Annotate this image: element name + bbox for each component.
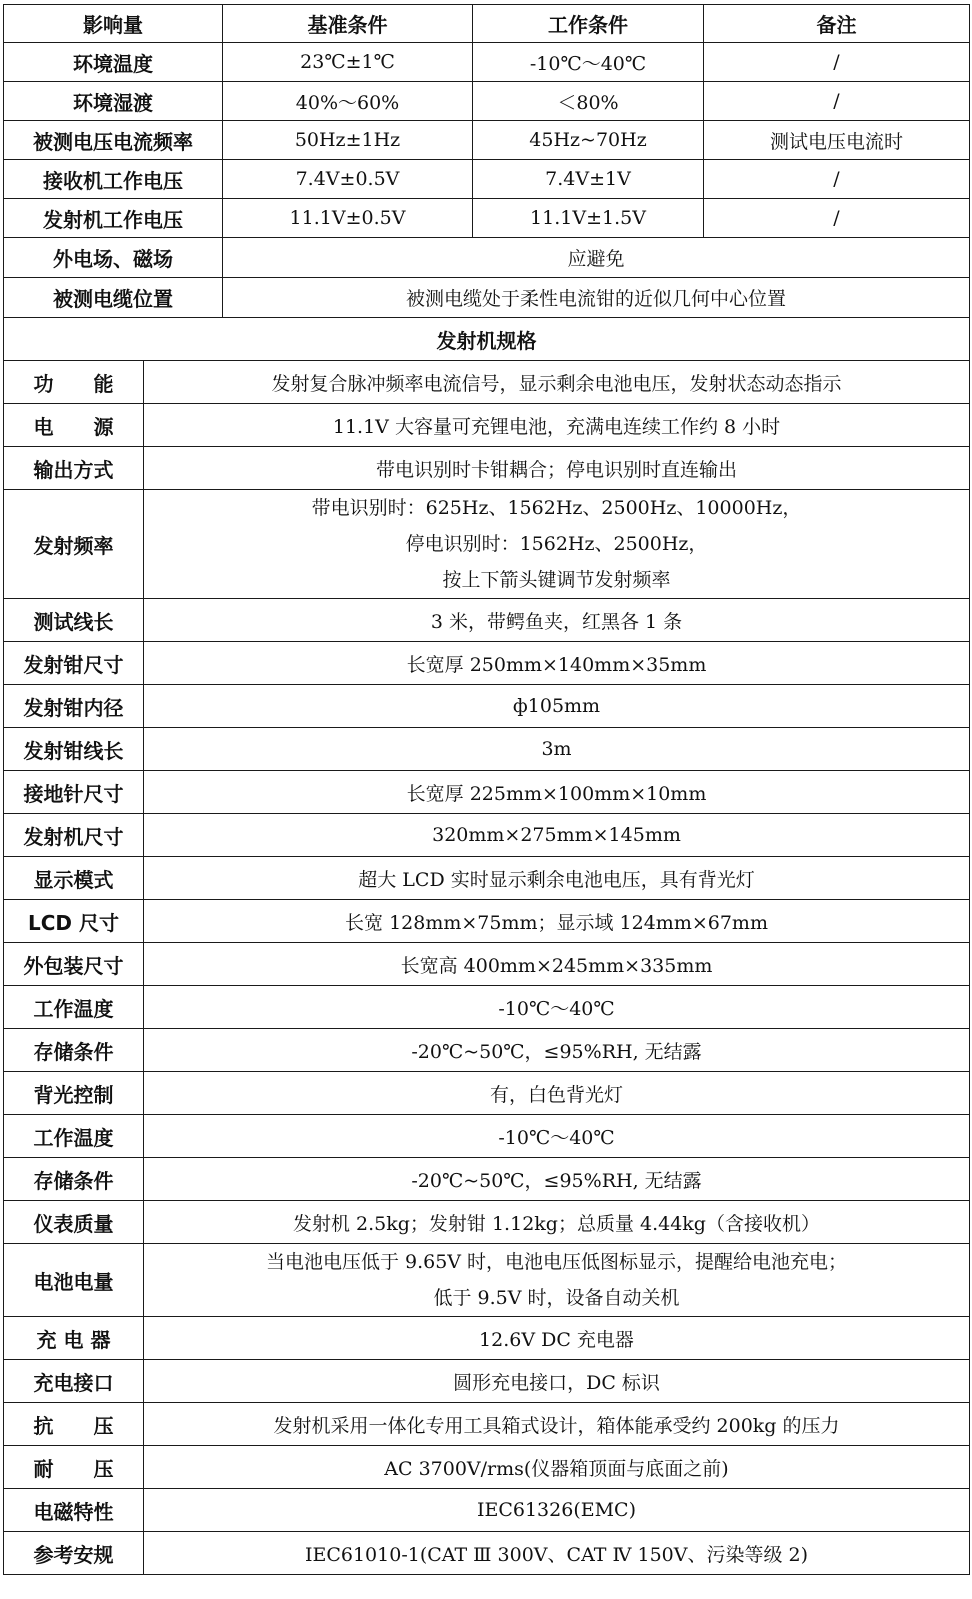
spec-value xyxy=(144,814,970,857)
spec-value-line: 12.6V DC 充电器 xyxy=(479,1328,634,1351)
header-cell-base: 基准条件 xyxy=(223,5,473,43)
spec-value xyxy=(144,361,970,404)
spec-value-line: 圆形充电接口，DC 标识 xyxy=(453,1371,660,1394)
spec-value xyxy=(144,490,970,599)
spec-value-line: -20℃~50℃，≤95%RH, 无结露 xyxy=(411,1040,702,1063)
spec-label: 输出方式 xyxy=(4,447,144,490)
spec-value xyxy=(144,447,970,490)
spec-value xyxy=(144,1158,970,1201)
spec-label: 电池电量 xyxy=(4,1244,144,1317)
spec-row xyxy=(4,1072,970,1115)
spec-row xyxy=(4,1115,970,1158)
spec-row xyxy=(4,814,970,857)
spec-value-line: ф105mm xyxy=(512,695,601,717)
spec-value xyxy=(144,685,970,728)
spec-row xyxy=(4,685,970,728)
env-header-row xyxy=(4,5,970,43)
spec-row xyxy=(4,900,970,943)
spec-value xyxy=(144,1317,970,1360)
spec-value-line: 发射复合脉冲频率电流信号，显示剩余电池电压，发射状态动态指示 xyxy=(271,372,842,395)
spec-label: 耐 压 xyxy=(4,1446,144,1489)
spec-label: 抗 压 xyxy=(4,1403,144,1446)
spec-value xyxy=(144,1403,970,1446)
env-work-value: -10℃～40℃ xyxy=(473,43,704,82)
env-work-value: 7.4V±1V xyxy=(473,160,704,199)
spec-value-line: 长宽 128mm×75mm；显示域 124mm×67mm xyxy=(345,911,768,934)
spec-row xyxy=(4,1029,970,1072)
spec-value xyxy=(144,642,970,685)
spec-title-row xyxy=(4,318,970,361)
spec-value xyxy=(144,1446,970,1489)
spec-label: 工作温度 xyxy=(4,986,144,1029)
env-label: 接收机工作电压 xyxy=(4,160,223,199)
spec-row xyxy=(4,1201,970,1244)
spec-label: 发射钳尺寸 xyxy=(4,642,144,685)
spec-label: 发射钳内径 xyxy=(4,685,144,728)
spec-label: 发射钳线长 xyxy=(4,728,144,771)
spec-row xyxy=(4,943,970,986)
spec-row xyxy=(4,1403,970,1446)
spec-value-line: 320mm×275mm×145mm xyxy=(432,824,681,846)
spec-value-line: 带电识别时卡钳耦合；停电识别时直连输出 xyxy=(375,458,737,481)
spec-label: 接地针尺寸 xyxy=(4,771,144,814)
spec-table-body xyxy=(4,5,970,1575)
spec-value-line: 超大 LCD 实时显示剩余电池电压，具有背光灯 xyxy=(358,868,755,891)
spec-value-line: -10℃～40℃ xyxy=(498,1126,615,1149)
spec-table xyxy=(3,4,970,1575)
env-note-value: 测试电压电流时 xyxy=(704,121,970,160)
spec-value-line: 带电识别时：625Hz、1562Hz、2500Hz、10000Hz， xyxy=(311,497,802,519)
spec-label: 存储条件 xyxy=(4,1029,144,1072)
env-work-value: 45Hz~70Hz xyxy=(473,121,704,160)
env-note-value: / xyxy=(704,199,970,238)
spec-value xyxy=(144,1072,970,1115)
spec-value xyxy=(144,857,970,900)
spec-row xyxy=(4,490,970,599)
spec-value xyxy=(144,986,970,1029)
spec-value-line: 发射机 2.5kg；发射钳 1.12kg；总质量 4.44kg（含接收机） xyxy=(293,1212,820,1235)
spec-label: 功 能 xyxy=(4,361,144,404)
spec-value xyxy=(144,404,970,447)
spec-value-line: -20℃~50℃，≤95%RH, 无结露 xyxy=(411,1169,702,1192)
spec-row xyxy=(4,642,970,685)
header-cell-factor: 影响量 xyxy=(4,5,223,43)
env-label: 外电场、磁场 xyxy=(4,238,223,278)
spec-label: 外包装尺寸 xyxy=(4,943,144,986)
spec-value-line: 长宽厚 225mm×100mm×10mm xyxy=(406,782,707,805)
env-work-value: ＜80% xyxy=(473,82,704,121)
spec-row xyxy=(4,1360,970,1403)
spec-label: 参考安规 xyxy=(4,1532,144,1575)
header-cell-work: 工作条件 xyxy=(473,5,704,43)
spec-label: 充 电 器 xyxy=(4,1317,144,1360)
env-note-value: / xyxy=(704,160,970,199)
env-label: 被测电压电流频率 xyxy=(4,121,223,160)
spec-value-line: 低于 9.5V 时，设备自动关机 xyxy=(433,1287,680,1309)
spec-label: 背光控制 xyxy=(4,1072,144,1115)
env-label: 被测电缆位置 xyxy=(4,278,223,318)
spec-value-line: 长宽高 400mm×245mm×335mm xyxy=(400,954,713,977)
spec-label: 充电接口 xyxy=(4,1360,144,1403)
spec-value xyxy=(144,728,970,771)
spec-row xyxy=(4,1158,970,1201)
spec-label: 电 源 xyxy=(4,404,144,447)
spec-value-line: 发射机采用一体化专用工具箱式设计，箱体能承受约 200kg 的压力 xyxy=(273,1414,840,1437)
spec-row xyxy=(4,1317,970,1360)
spec-row xyxy=(4,728,970,771)
env-label: 环境湿渡 xyxy=(4,82,223,121)
env-work-value: 11.1V±1.5V xyxy=(473,199,704,238)
env-label: 发射机工作电压 xyxy=(4,199,223,238)
spec-value-line: 11.1V 大容量可充锂电池，充满电连续工作约 8 小时 xyxy=(332,415,781,438)
header-cell-note: 备注 xyxy=(704,5,970,43)
env-base-value: 50Hz±1Hz xyxy=(223,121,473,160)
spec-row xyxy=(4,361,970,404)
spec-value-line: 当电池电压低于 9.65V 时，电池电压低图标显示，提醒给电池充电； xyxy=(265,1251,848,1273)
spec-label: 存储条件 xyxy=(4,1158,144,1201)
spec-row xyxy=(4,1446,970,1489)
spec-row xyxy=(4,986,970,1029)
spec-value xyxy=(144,943,970,986)
env-base-value: 23℃±1℃ xyxy=(223,43,473,82)
env-base-value: 7.4V±0.5V xyxy=(223,160,473,199)
spec-value xyxy=(144,1029,970,1072)
spec-value xyxy=(144,1244,970,1317)
spec-row xyxy=(4,1244,970,1317)
spec-value xyxy=(144,900,970,943)
env-merged-value: 应避免 xyxy=(223,238,970,278)
env-merged-row xyxy=(4,238,970,278)
spec-label: 发射机尺寸 xyxy=(4,814,144,857)
spec-row xyxy=(4,447,970,490)
spec-row xyxy=(4,771,970,814)
spec-value xyxy=(144,1532,970,1575)
env-label: 环境温度 xyxy=(4,43,223,82)
spec-label: 电磁特性 xyxy=(4,1489,144,1532)
env-row xyxy=(4,82,970,121)
spec-value xyxy=(144,1201,970,1244)
spec-value xyxy=(144,1360,970,1403)
env-note-value: / xyxy=(704,82,970,121)
spec-label: 测试线长 xyxy=(4,599,144,642)
spec-label: 工作温度 xyxy=(4,1115,144,1158)
env-note-value: / xyxy=(704,43,970,82)
spec-value xyxy=(144,771,970,814)
spec-value xyxy=(144,1489,970,1532)
spec-label: 显示模式 xyxy=(4,857,144,900)
spec-value-line: 3m xyxy=(541,738,572,760)
spec-value-line: IEC61326(EMC) xyxy=(476,1499,637,1521)
spec-value-line: IEC61010-1(CAT Ⅲ 300V、CAT Ⅳ 150V、污染等级 2) xyxy=(304,1543,809,1566)
env-merged-row xyxy=(4,278,970,318)
spec-value xyxy=(144,1115,970,1158)
spec-value-line: 有，白色背光灯 xyxy=(489,1083,623,1106)
spec-row xyxy=(4,1489,970,1532)
spec-value-line: 3 米，带鳄鱼夹，红黑各 1 条 xyxy=(430,610,683,633)
spec-section-title: 发射机规格 xyxy=(4,318,970,361)
env-row xyxy=(4,199,970,238)
spec-value-line: 长宽厚 250mm×140mm×35mm xyxy=(406,653,707,676)
spec-row xyxy=(4,599,970,642)
spec-value-line: AC 3700V/rms(仪器箱顶面与底面之前) xyxy=(384,1457,729,1480)
spec-label: 仪表质量 xyxy=(4,1201,144,1244)
spec-value xyxy=(144,599,970,642)
env-row xyxy=(4,160,970,199)
env-merged-value: 被测电缆处于柔性电流钳的近似几何中心位置 xyxy=(223,278,970,318)
spec-row xyxy=(4,857,970,900)
env-base-value: 40%～60% xyxy=(223,82,473,121)
spec-row xyxy=(4,404,970,447)
spec-label: 发射频率 xyxy=(4,490,144,599)
env-row xyxy=(4,121,970,160)
spec-document xyxy=(3,4,969,1575)
spec-value-line: 停电识别时：1562Hz、2500Hz， xyxy=(405,533,708,555)
spec-value-line: -10℃～40℃ xyxy=(498,997,615,1020)
spec-row xyxy=(4,1532,970,1575)
env-row xyxy=(4,43,970,82)
env-base-value: 11.1V±0.5V xyxy=(223,199,473,238)
spec-value-line: 按上下箭头键调节发射频率 xyxy=(442,569,671,591)
spec-label: LCD 尺寸 xyxy=(4,900,144,943)
